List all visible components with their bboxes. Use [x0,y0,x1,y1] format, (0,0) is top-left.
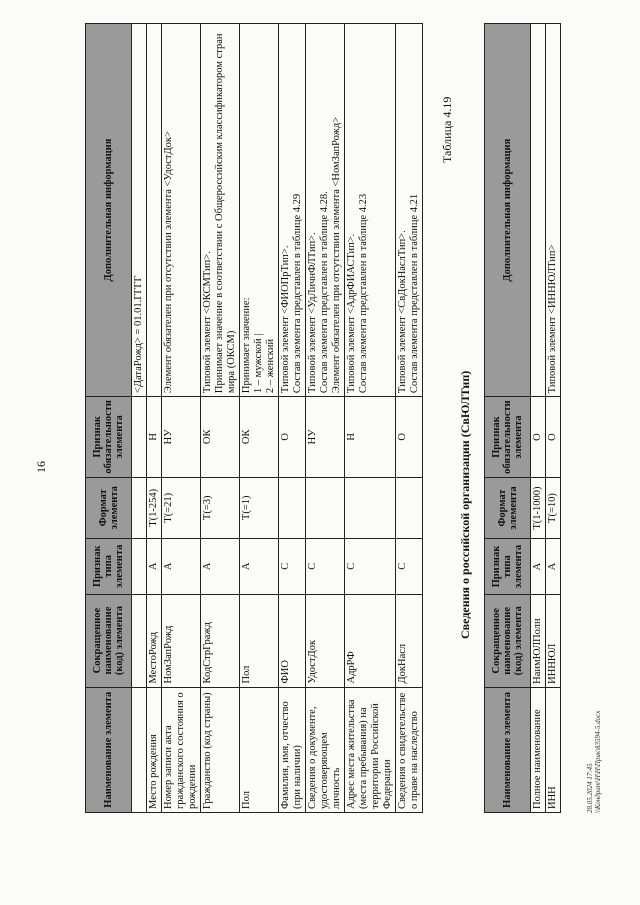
cell-short: АдрРФ [345,594,396,687]
table-row [132,24,147,813]
cell-format [396,477,423,538]
header-short: Сокращенное наименование (код) элемента [485,594,531,687]
cell-format [306,477,345,538]
header-req: Признак обязательности элемента [485,397,531,478]
cell-short: ФИО [279,594,306,687]
table-header-row [86,24,132,813]
table-row [201,24,240,813]
cell-info: Типовой элемент <ФИОПрТип>. Состав элемента представлен в таблице 4.29 [279,24,306,397]
footer-path: \\Кондрат\Н\Н\Прик\83594-5.docx [594,710,602,813]
cell-format: T(=3) [201,477,240,538]
table-row [546,24,561,813]
cell-type: С [345,538,396,594]
cell-info: Элемент обязателен при отсутствии элемента <УдостДок> [162,24,201,397]
header-format: Формат элемента [86,477,132,538]
table-header-row [485,24,531,813]
elements-table [85,23,423,813]
table-row [345,24,396,813]
cell-type: А [240,538,279,594]
table-row [396,24,423,813]
header-type: Признак типа элемента [86,538,132,594]
header-req: Признак обязательности элемента [86,397,132,478]
header-type: Признак типа элемента [485,539,531,595]
cell-type: А [531,539,546,595]
cell-info: <ДатаРожд> = 01.01.ГГГГ [132,24,147,397]
cell-type: А [147,538,162,594]
cell-type [132,538,147,594]
header-format: Формат элемента [485,477,531,538]
header-name: Наименование элемента [485,687,531,812]
cell-short: КодСтрГражд [201,594,240,687]
cell-req: ОК [201,397,240,478]
cell-format [279,477,306,538]
cell-info: Типовой элемент <СвДокНаслТип>. Состав элемента представлен в таблице 4.21 [396,24,423,397]
header-short: Сокращенное наименование (код) элемента [86,594,132,687]
cell-info: Типовой элемент <ОКСМТип>. Принимает значение в соответствии с Общероссийским классификатором стран мира (ОКСМ) [201,24,240,397]
cell-name: Место рождения [147,687,162,812]
cell-req: О [546,397,561,478]
cell-name: Пол [240,687,279,812]
cell-format: T(=1) [240,477,279,538]
cell-format [132,477,147,538]
cell-name: Адрес места жительства (места пребывания) на территории Российской Федерации [345,687,396,812]
footer-timestamp: 28.05.2024 17:45 [586,763,594,813]
table-row [147,24,162,813]
cell-type: А [201,538,240,594]
cell-req: Н [147,397,162,478]
cell-short: ДокНасл [396,594,423,687]
cell-name: Гражданство (код страны) [201,687,240,812]
cell-req: НУ [162,397,201,478]
cell-short: НомЗапРожд [162,594,201,687]
table-caption: Таблица 4.19 [440,96,454,163]
cell-req: О [396,397,423,478]
cell-name [132,687,147,812]
organization-table [484,23,561,813]
header-info: Дополнительная информация [86,24,132,397]
cell-short: УдостДок [306,594,345,687]
cell-name: Сведения о документе, удостоверяющем личность [306,687,345,812]
cell-info: Типовой элемент <УдЛичнФЛТип>. Состав элемента представлен в таблице 4.28. Элемент обязателен при отсутствии элемента <НомЗапРожд> [306,24,345,397]
cell-short: МестоРожд [147,594,162,687]
cell-name: ИНН [546,687,561,812]
cell-type: А [162,538,201,594]
table-row [306,24,345,813]
header-name: Наименование элемента [86,687,132,812]
cell-type: С [279,538,306,594]
cell-format: T(1-254) [147,477,162,538]
cell-info: Принимает значение: 1 – мужской | 2 – женский [240,24,279,397]
cell-short: НаимЮЛПолн [531,594,546,687]
header-info: Дополнительная информация [485,24,531,397]
cell-type: С [396,538,423,594]
cell-format: T(=21) [162,477,201,538]
cell-name: Номер записи акта гражданского состояния о рождении [162,687,201,812]
page-number: 16 [34,461,48,473]
file-footer [586,711,602,813]
cell-info: Типовой элемент <АдрФИАСТип>. Состав элемента представлен в таблице 4.23 [345,24,396,397]
cell-format: T(=10) [546,477,561,538]
cell-name: Фамилия, имя, отчество (при наличии) [279,687,306,812]
cell-name: Полное наименование [531,687,546,812]
table-row [531,24,546,813]
cell-short: Пол [240,594,279,687]
table-row [279,24,306,813]
cell-type: С [306,538,345,594]
section-title: Сведения о российской организации (СвЮЛТип) [458,370,472,639]
cell-req: О [279,397,306,478]
cell-type: А [546,539,561,595]
cell-req: Н [345,397,396,478]
cell-short: ИННЮЛ [546,594,561,687]
cell-req: О [531,397,546,478]
cell-format [345,477,396,538]
cell-info [531,24,546,397]
cell-name: Сведения о свидетельстве о праве на наследство [396,687,423,812]
cell-req: НУ [306,397,345,478]
table-row [240,24,279,813]
table-row [162,24,201,813]
cell-format: T(1-1000) [531,477,546,538]
cell-req [132,397,147,478]
cell-short [132,594,147,687]
cell-req: ОК [240,397,279,478]
cell-info: Типовой элемент <ИННЮЛТип> [546,24,561,397]
cell-info [147,24,162,397]
